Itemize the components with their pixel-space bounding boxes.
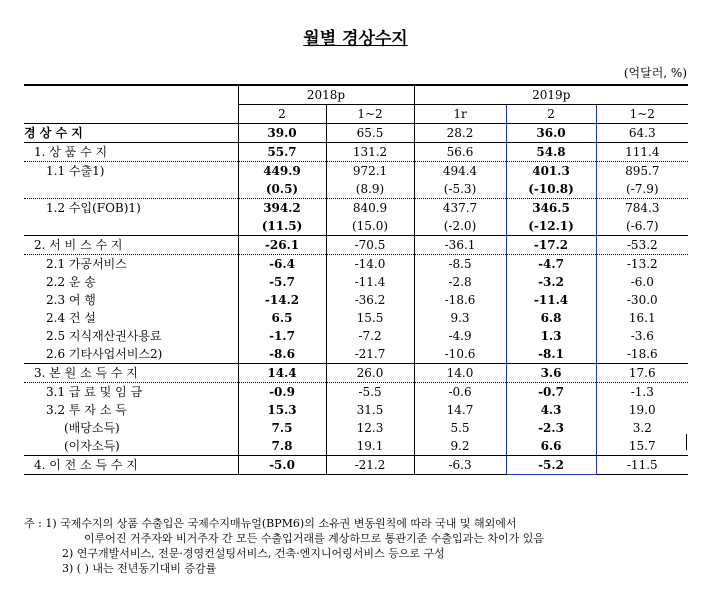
cell-value: -36.2 (326, 291, 414, 309)
cell-value: 6.5 (238, 309, 326, 327)
cell-value: -0.6 (414, 383, 506, 402)
table-row (24, 273, 688, 291)
cell-value: 394.2 (238, 199, 326, 218)
row-label: 1. 상 품 수 지 (24, 143, 238, 162)
table-row (24, 199, 688, 218)
cell-value: -2.3 (506, 419, 596, 437)
row-label: 2.4 건 설 (46, 311, 96, 325)
row-label: 2.2 운 송 (46, 275, 96, 289)
cell-value: 6.6 (506, 437, 596, 456)
cell-value: 9.3 (414, 309, 506, 327)
header-year-2019: 2019p (414, 85, 688, 105)
cell-value: -14.0 (326, 255, 414, 274)
cell-value: -4.7 (506, 255, 596, 274)
row-label: 2.6 기타사업서비스2) (24, 345, 238, 364)
cell-value: -18.6 (596, 345, 688, 364)
cell-value: 64.3 (596, 124, 688, 143)
cell-value: -21.2 (326, 456, 414, 475)
row-label: 3.2 투 자 소 득 (46, 403, 127, 417)
cell-value: 784.3 (596, 199, 688, 218)
cell-value: -5.2 (506, 456, 596, 475)
table-row (24, 456, 688, 475)
table-row (24, 291, 688, 309)
cell-value: -26.1 (238, 236, 326, 255)
table-row (24, 180, 688, 199)
cell-value: 14.7 (414, 401, 506, 419)
row-label: (이자소득) (24, 437, 238, 456)
cell-value: 16.1 (596, 309, 688, 327)
cell-value: -70.5 (326, 236, 414, 255)
table-row (24, 345, 688, 364)
table-row (24, 419, 688, 437)
cell-value: -11.4 (506, 291, 596, 309)
cell-value: 840.9 (326, 199, 414, 218)
cell-value: -1.7 (238, 327, 326, 345)
page-title: 월별 경상수지 (303, 29, 408, 49)
cell-value: -53.2 (596, 236, 688, 255)
cell-value: -5.7 (238, 273, 326, 291)
cell-value: 39.0 (238, 124, 326, 143)
cell-value: -3.6 (596, 327, 688, 345)
row-label: 경 상 수 지 (24, 124, 238, 143)
cell-value: 5.5 (414, 419, 506, 437)
cell-value: 131.2 (326, 143, 414, 162)
cell-value: -6.3 (414, 456, 506, 475)
cell-value: -1.3 (596, 383, 688, 402)
table-row (24, 383, 688, 402)
cell-value: 895.7 (596, 162, 688, 181)
cell-value: 3.2 (596, 419, 688, 437)
unit-label: (억달러, %) (623, 66, 687, 80)
cell-value: 19.0 (596, 401, 688, 419)
footnote-1: 주 : 1) 국제수지의 상품 수출입은 국제수지매뉴얼(BPM6)의 소유권 변동원칙에 따라 국내 및 해외에서 (24, 517, 517, 530)
row-label: 2.5 지식재산권사용료 (46, 329, 162, 343)
cell-value: 449.9 (238, 162, 326, 181)
row-label: 1.1 수출1) (46, 164, 105, 178)
cell-value: -36.1 (414, 236, 506, 255)
cell-value: -5.0 (238, 456, 326, 475)
cell-value: -6.4 (238, 255, 326, 274)
cell-value: 1.3 (506, 327, 596, 345)
table-row (24, 327, 688, 345)
cell-value: 494.4 (414, 162, 506, 181)
cell-value: 437.7 (414, 199, 506, 218)
header-col: 1~2 (596, 105, 688, 124)
table-row (24, 162, 688, 181)
cell-value: (-10.8) (506, 180, 596, 199)
header-col: 1r (414, 105, 506, 124)
cell-value: 12.3 (326, 419, 414, 437)
cell-value: 36.0 (506, 124, 596, 143)
table-row (24, 309, 688, 327)
cell-value: (-2.0) (414, 217, 506, 236)
cell-value: 65.5 (326, 124, 414, 143)
cell-value: (11.5) (238, 217, 326, 236)
row-label (24, 180, 238, 199)
current-account-table (24, 84, 688, 475)
table-row (24, 401, 688, 419)
cell-value: -14.2 (238, 291, 326, 309)
header-col-selected: 2 (506, 105, 596, 124)
header-col: 1~2 (326, 105, 414, 124)
cell-value: 9.2 (414, 437, 506, 456)
cell-value: -21.7 (326, 345, 414, 364)
cell-value: (0.5) (238, 180, 326, 199)
cell-value: 55.7 (238, 143, 326, 162)
cell-value: 4.3 (506, 401, 596, 419)
cell-value: 15.7 (596, 437, 688, 456)
cell-value: 346.5 (506, 199, 596, 218)
header-year-2018: 2018p (238, 85, 414, 105)
table-row (24, 236, 688, 255)
table-row (24, 364, 688, 383)
table-row (24, 255, 688, 274)
cell-value: -11.5 (596, 456, 688, 475)
row-label: 2.3 여 행 (46, 293, 96, 307)
cell-value: -5.5 (326, 383, 414, 402)
cell-value: (8.9) (326, 180, 414, 199)
header-col: 2 (238, 105, 326, 124)
row-label: 1.2 수입(FOB)1) (46, 201, 141, 215)
row-label: 3. 본 원 소 득 수 지 (24, 364, 238, 383)
footnote-2: 2) 연구개발서비스, 전문·경영컨설팅서비스, 건축·엔지니어링서비스 등으로 구성 (62, 547, 445, 560)
cell-value: -8.6 (238, 345, 326, 364)
cell-value: (-7.9) (596, 180, 688, 199)
header-row-years (24, 85, 688, 105)
table-row (24, 143, 688, 162)
cell-value: 3.6 (506, 364, 596, 383)
cell-value: -3.2 (506, 273, 596, 291)
cell-value: 7.8 (238, 437, 326, 456)
cell-value: -30.0 (596, 291, 688, 309)
cell-value: 7.5 (238, 419, 326, 437)
row-label (24, 217, 238, 236)
cell-value: 972.1 (326, 162, 414, 181)
cell-value: -8.5 (414, 255, 506, 274)
cell-value: 17.6 (596, 364, 688, 383)
cell-value: 56.6 (414, 143, 506, 162)
footnote-3: 3) ( ) 내는 전년동기대비 증감률 (62, 562, 217, 575)
cell-value: 15.3 (238, 401, 326, 419)
cell-value: 54.8 (506, 143, 596, 162)
cell-value: 19.1 (326, 437, 414, 456)
cell-value: 14.0 (414, 364, 506, 383)
cell-value: (-5.3) (414, 180, 506, 199)
cell-value: -18.6 (414, 291, 506, 309)
cell-value: 401.3 (506, 162, 596, 181)
cell-value: 111.4 (596, 143, 688, 162)
row-label: 2. 서 비 스 수 지 (24, 236, 238, 255)
cell-value: -13.2 (596, 255, 688, 274)
cell-value: (-6.7) (596, 217, 688, 236)
footnote-1-cont: 이루어진 거주자와 비거주자 간 모든 수출입거래를 계상하므로 통관기준 수출입과는 차이가 있음 (84, 532, 545, 545)
cell-value: 26.0 (326, 364, 414, 383)
row-label: 4. 이 전 소 득 수 지 (24, 456, 238, 475)
cell-value: -10.6 (414, 345, 506, 364)
row-label: 2.1 가공서비스 (46, 257, 127, 271)
cell-value: (15.0) (326, 217, 414, 236)
cell-value: (-12.1) (506, 217, 596, 236)
cell-value: -7.2 (326, 327, 414, 345)
cell-value: -8.1 (506, 345, 596, 364)
cell-value: -0.9 (238, 383, 326, 402)
cell-value: 31.5 (326, 401, 414, 419)
header-corner (24, 85, 238, 124)
cell-value: 6.8 (506, 309, 596, 327)
row-label: 3.1 급 료 및 임 금 (46, 385, 143, 399)
table-row (24, 437, 688, 456)
table-row (24, 124, 688, 143)
table-row (24, 217, 688, 236)
footnotes (24, 516, 704, 576)
cell-value: -11.4 (326, 273, 414, 291)
cell-value: -2.8 (414, 273, 506, 291)
cell-value: -17.2 (506, 236, 596, 255)
cell-value: 14.4 (238, 364, 326, 383)
cell-value: 28.2 (414, 124, 506, 143)
cell-value: -0.7 (506, 383, 596, 402)
cell-value: 15.5 (326, 309, 414, 327)
text-cursor (686, 434, 687, 450)
row-label: (배당소득) (64, 421, 120, 435)
cell-value: -4.9 (414, 327, 506, 345)
cell-value: -6.0 (596, 273, 688, 291)
